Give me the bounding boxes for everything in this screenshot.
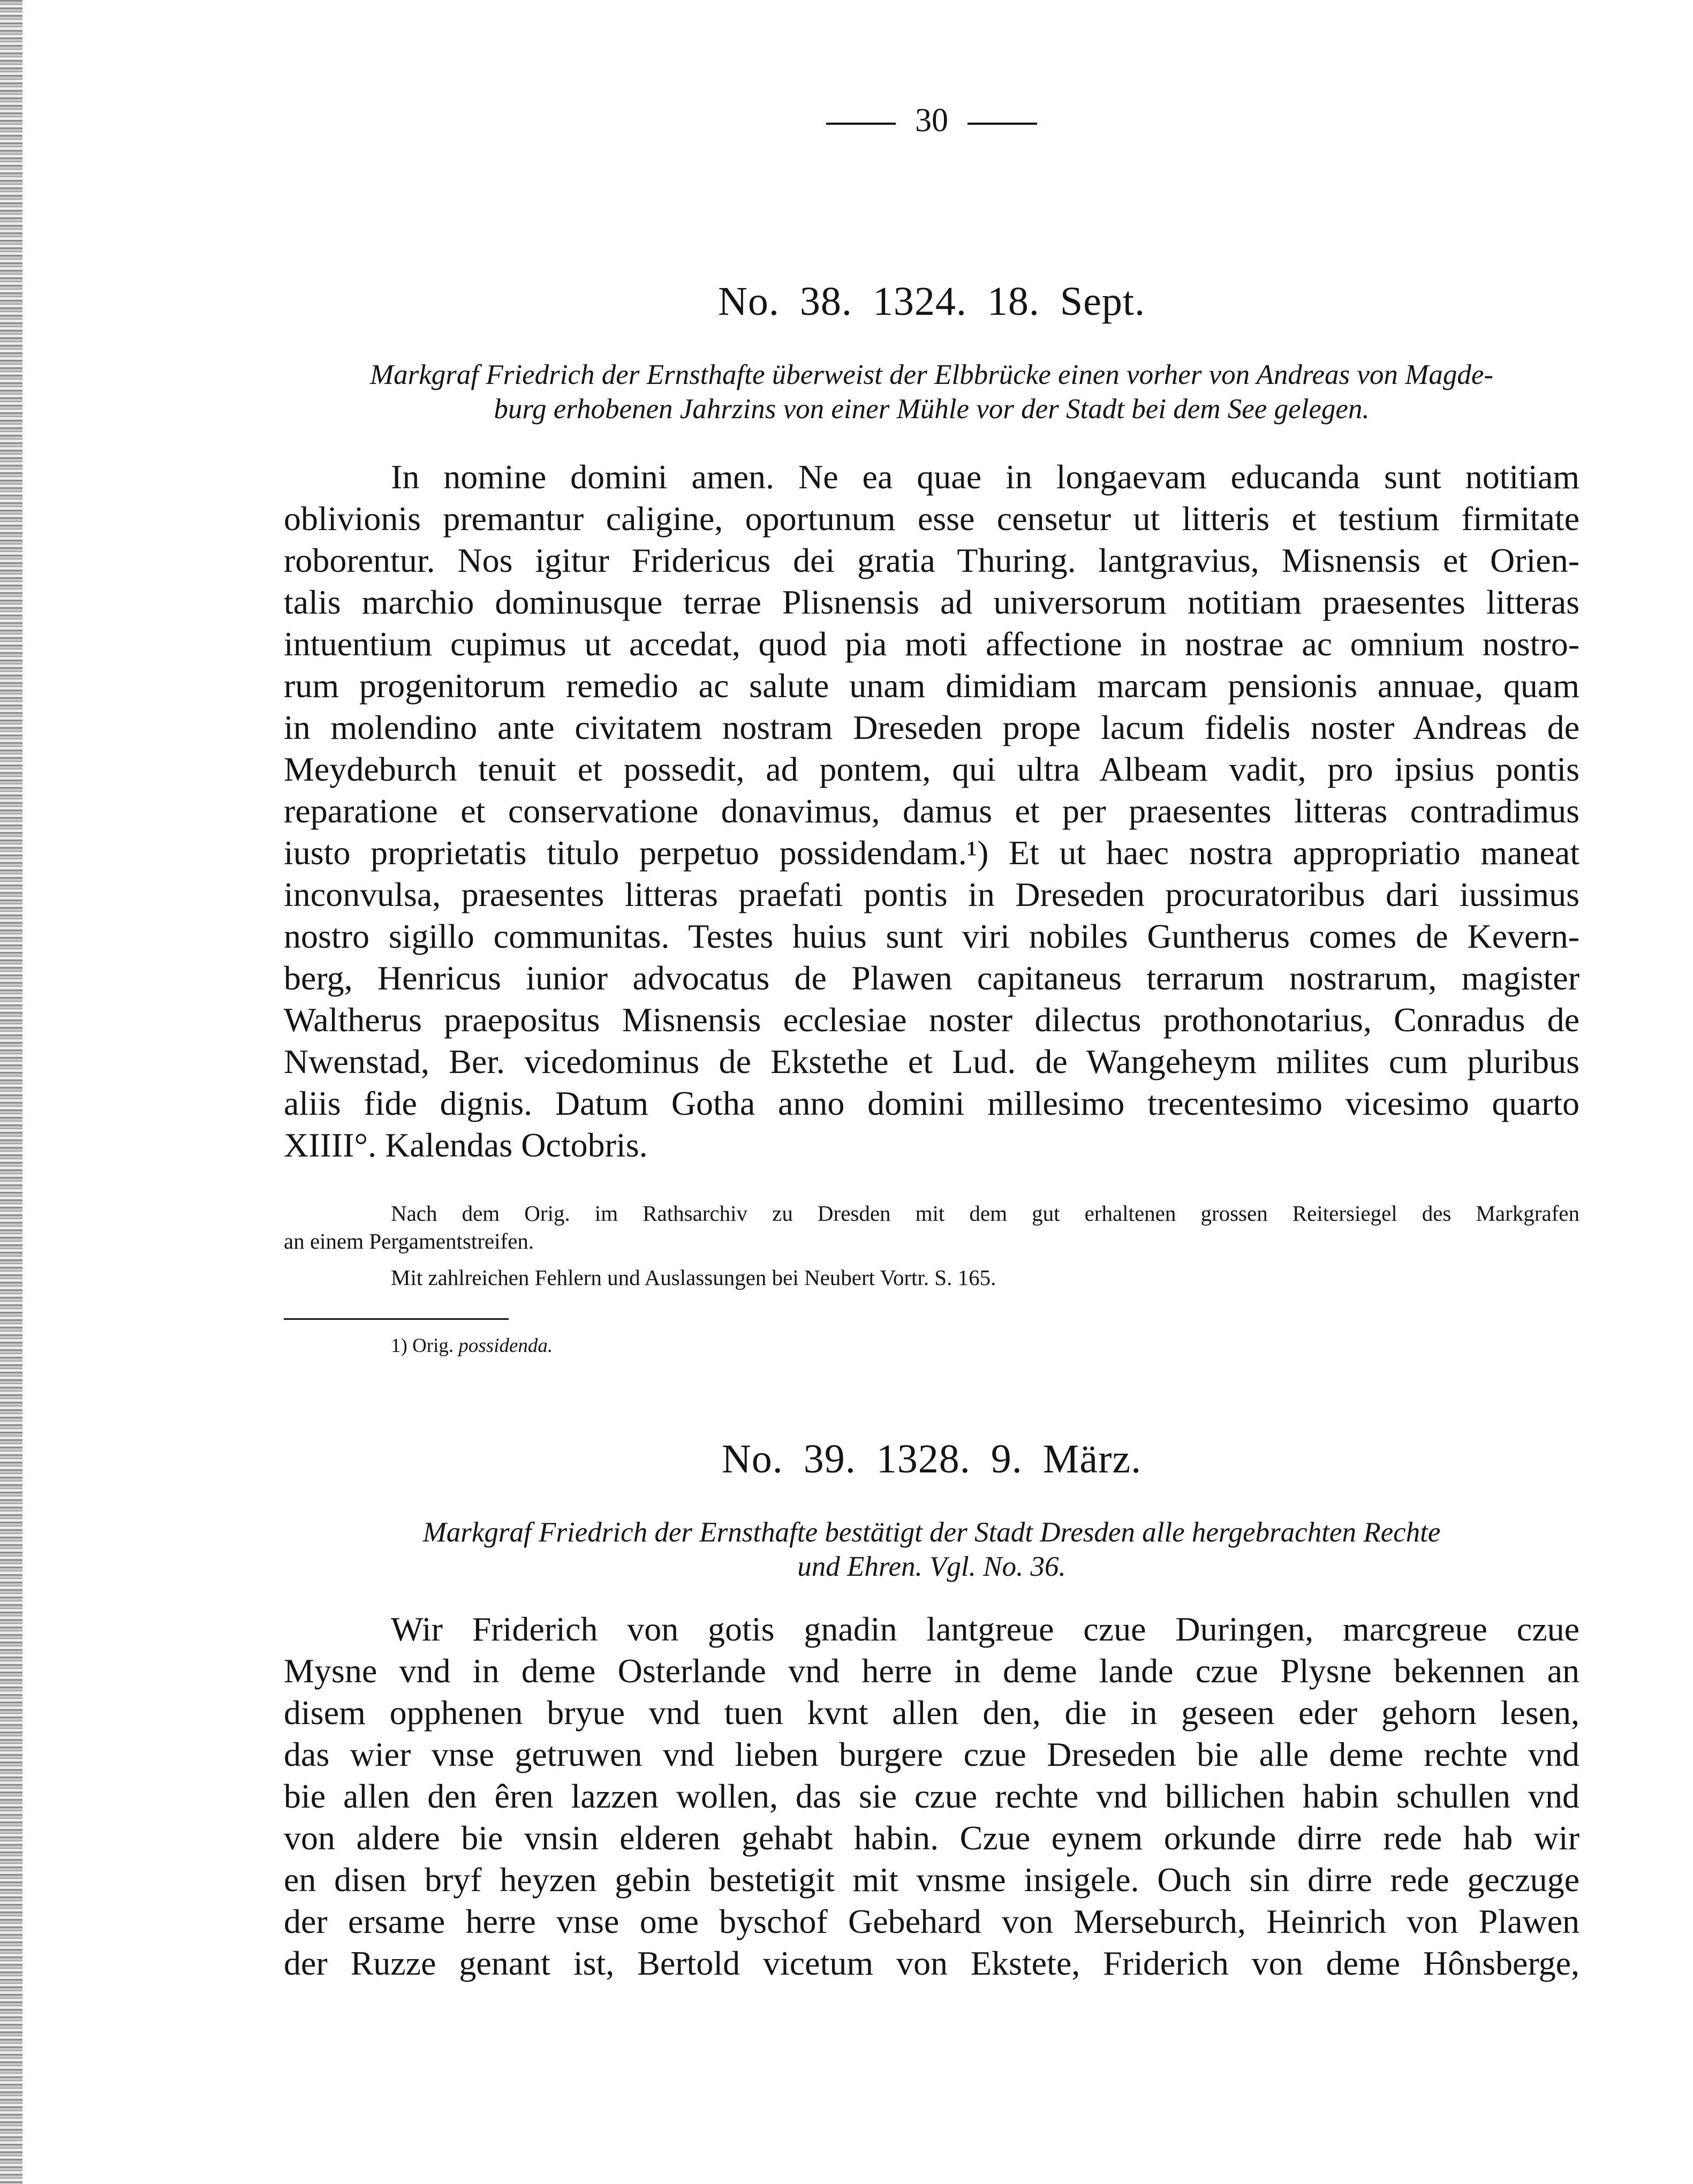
doc-38-footnote: [391, 1334, 553, 1357]
doc-38-text-line: oblivionis premantur caligine, oportunum esse censetur ut litteris et testium firmitate: [284, 500, 1579, 538]
doc-39-text-line: der Ruzze genant ist, Bertold vicetum von Ekstete, Friderich von deme Hônsberge,: [284, 1944, 1579, 1982]
doc-39-text-line: disem opphenen bryue vnd tuen kvnt allen den, die in geseen eder gehorn lesen,: [284, 1694, 1579, 1732]
footnote-text: possidenda.: [458, 1335, 553, 1357]
doc-38-text-line: reparatione et conservatione donavimus, damus et per praesentes litteras contradimus: [284, 792, 1579, 830]
doc-38-text-line: Nwenstad, Ber. vicedominus de Ekstethe et Lud. de Wangeheym milites cum pluribus: [284, 1042, 1579, 1080]
doc-39-text-line: von aldere bie vnsin elderen gehabt habin. Czue eynem orkunde dirre rede hab wir: [284, 1819, 1579, 1857]
doc-38-text-line: berg, Henricus iunior advocatus de Plawen capitaneus terrarum nostrarum, magister: [284, 959, 1579, 997]
scan-edge-shadow: [0, 0, 22, 2184]
doc-39-summary-line: Markgraf Friedrich der Ernsthafte bestätigt der Stadt Dresden alle hergebrachten Rechte: [422, 1517, 1441, 1548]
document-page: [284, 0, 1579, 2184]
doc-38-text-line: inconvulsa, praesentes litteras praefati pontis in Dreseden procuratoribus dari iussimus: [284, 875, 1579, 913]
doc-38-text-line: In nomine domini amen. Ne ea quae in longaevam educanda sunt notitiam: [391, 458, 1579, 496]
page-number-dash-right: [968, 123, 1037, 125]
doc-38-source-note: [284, 1199, 1579, 1255]
footnote-marker: 1) Orig.: [391, 1335, 454, 1357]
doc-39-text-line: Wir Friderich von gotis gnadin lantgreue czue Duringen, marcgreue czue: [391, 1610, 1579, 1648]
doc-38-summary-line: burg erhobenen Jahrzins von einer Mühle vor der Stadt bei dem See gelegen.: [494, 394, 1370, 425]
doc-38-heading: No. 38. 1324. 18. Sept.: [718, 279, 1145, 324]
doc-38-text-line: nostro sigillo communitas. Testes huius sunt viri nobiles Guntherus comes de Kevern-: [284, 917, 1579, 955]
doc-39-text-line: das wier vnse getruwen vnd lieben burgere czue Dreseden bie alle deme rechte vnd: [284, 1735, 1579, 1773]
doc-38-summary-line: Markgraf Friedrich der Ernsthafte überweist der Elbbrücke einen vorher von Andreas von Magde-: [369, 359, 1493, 390]
page-number-dash-left: [826, 123, 896, 125]
doc-38-text-line: intuentium cupimus ut accedat, quod pia moti affectione in nostrae ac omnium nostro-: [284, 625, 1579, 663]
doc-38-source-note-line: Nach dem Orig. im Rathsarchiv zu Dresden mit dem gut erhaltenen grossen Reitersiegel des Markgrafen: [391, 1201, 1579, 1226]
doc-39-text-line: en disen bryf heyzen gebin bestetigit mit vnsme insigele. Ouch sin dirre rede geczuge: [284, 1861, 1579, 1899]
page-number: 30: [284, 102, 1579, 140]
doc-39-text-line: bie allen den êren lazzen wollen, das sie czue rechte vnd billichen habin schullen vnd: [284, 1777, 1579, 1815]
doc-38-text-line: rum progenitorum remedio ac salute unam dimidiam marcam pensionis annuae, quam: [284, 667, 1579, 705]
doc-38-text-line: Waltherus praepositus Misnensis ecclesiae noster dilectus prothonotarius, Conradus de: [284, 1001, 1579, 1039]
doc-38-text: [284, 456, 1579, 1166]
doc-39-text-line: der ersame herre vnse ome byschof Gebehard von Merseburch, Heinrich von Plawen: [284, 1902, 1579, 1940]
doc-39-summary: [284, 1515, 1579, 1584]
doc-38-text-line: in molendino ante civitatem nostram Dreseden prope lacum fidelis noster Andreas de: [284, 708, 1579, 746]
doc-38-text-line: Meydeburch tenuit et possedit, ad pontem, qui ultra Albeam vadit, pro ipsius pontis: [284, 750, 1579, 788]
doc-39-text-line: Mysne vnd in deme Osterlande vnd herre in deme lande czue Plysne bekennen an: [284, 1652, 1579, 1690]
doc-38-summary: [284, 358, 1579, 426]
doc-38-edition-note: Mit zahlreichen Fehlern und Auslassungen bei Neubert Vortr. S. 165.: [391, 1265, 996, 1290]
doc-39-summary-line: und Ehren. Vgl. No. 36.: [797, 1551, 1066, 1582]
doc-38-text-line: talis marchio dominusque terrae Plisnensis ad universorum notitiam praesentes litteras: [284, 583, 1579, 621]
doc-39-text: [284, 1608, 1579, 1984]
doc-38-text-line: roborentur. Nos igitur Fridericus dei gratia Thuring. lantgravius, Misnensis et Orien-: [284, 541, 1579, 579]
doc-38-text-line: iusto proprietatis titulo perpetuo possidendam.¹) Et ut haec nostra appropriatio maneat: [284, 834, 1579, 872]
doc-39-heading: No. 39. 1328. 9. März.: [721, 1437, 1142, 1482]
doc-38-source-note-line: an einem Pergamentstreifen.: [284, 1229, 534, 1253]
doc-38-text-line: XIIII°. Kalendas Octobris.: [284, 1126, 648, 1164]
footnote-rule: [284, 1318, 509, 1320]
doc-38-text-line: aliis fide dignis. Datum Gotha anno domini millesimo trecentesimo vicesimo quarto: [284, 1084, 1579, 1122]
